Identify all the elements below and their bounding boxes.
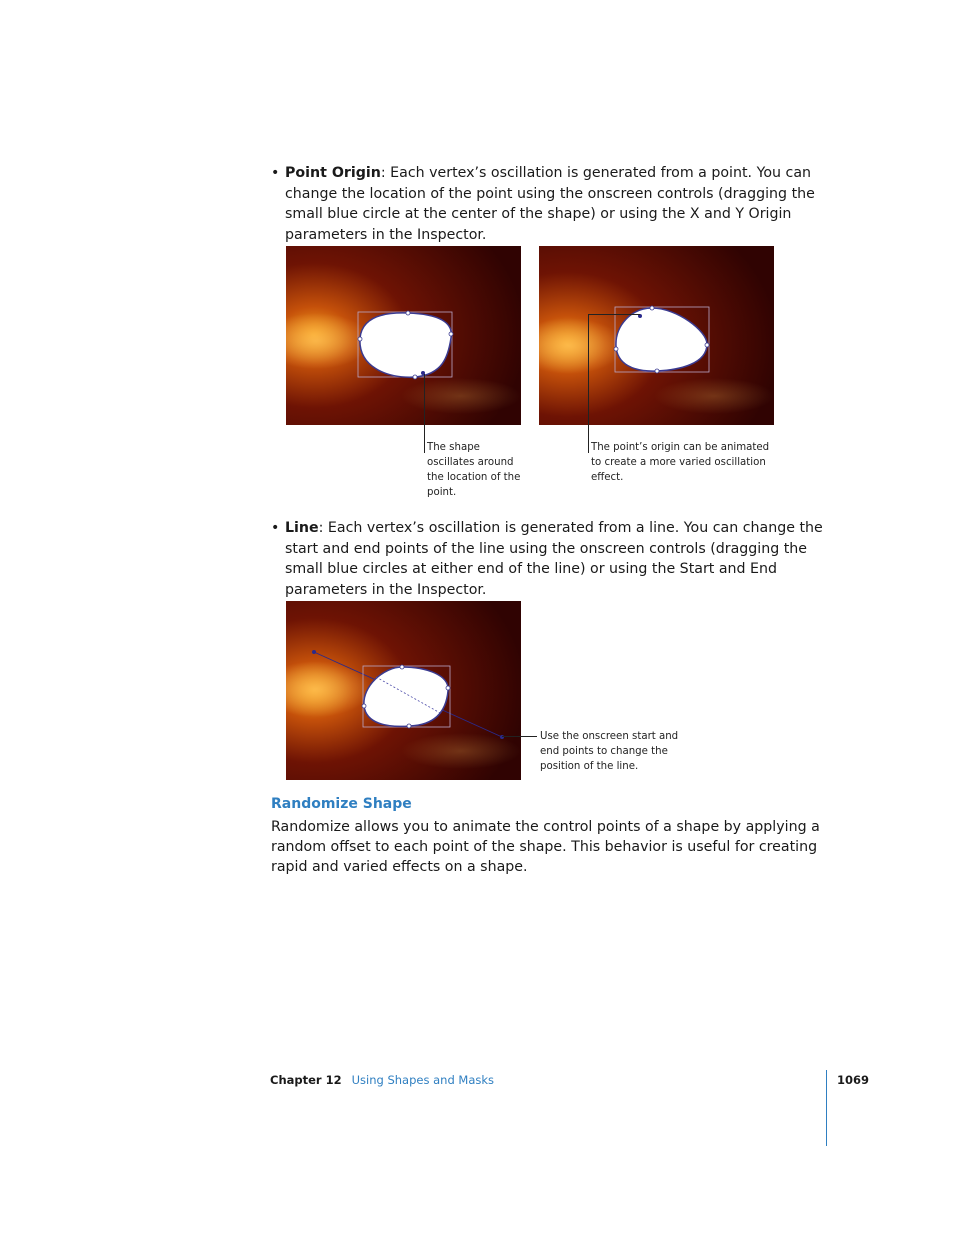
figure-point-origin-left xyxy=(286,246,521,425)
figure-image xyxy=(286,601,521,780)
bullet-point-origin xyxy=(271,163,831,245)
callout-line xyxy=(588,314,640,315)
bullet-text xyxy=(285,163,831,245)
figure-image xyxy=(539,246,774,425)
chapter-title-link[interactable]: Using Shapes and Masks xyxy=(351,1073,495,1087)
section-heading: Randomize Shape xyxy=(271,796,412,812)
footer-divider xyxy=(826,1070,827,1146)
caption-point-origin-right: The point’s origin can be animated to create a more varied oscillation effect. xyxy=(591,442,770,483)
bullet-term: Point Origin xyxy=(285,165,381,181)
bullet-text xyxy=(285,518,831,600)
caption-point-origin-left: The shape oscillates around the location of the point. xyxy=(427,442,521,498)
chapter-label: Chapter 12 xyxy=(270,1073,342,1087)
callout-line xyxy=(588,314,589,453)
caption-line: Use the onscreen start and end points to change the position of the line. xyxy=(540,731,679,772)
figure-line xyxy=(286,601,521,780)
bullet-description: : Each vertex’s oscillation is generated from a point. You can change the location of the point using the onscreen controls (dragging the small blue circle at the center of the shape) or using the X and Y Origin parameters in the Inspector. xyxy=(285,165,815,243)
bullet-marker: • xyxy=(271,520,280,536)
callout-line xyxy=(424,374,425,453)
callout-line xyxy=(502,736,537,737)
bullet-description: : Each vertex’s oscillation is generated from a line. You can change the start and end points of the line using the onscreen controls (dragging the small blue circles at either end of the line) or using the Start and End parameters in the Inspector. xyxy=(285,520,823,598)
footer-chapter xyxy=(270,1073,494,1087)
page-number: 1069 xyxy=(837,1073,870,1087)
section-body: Randomize allows you to animate the control points of a shape by applying a random offset to each point of the shape. This behavior is useful for creating rapid and varied effects on a shape. xyxy=(271,819,820,876)
bullet-term: Line xyxy=(285,520,319,536)
bullet-marker: • xyxy=(271,165,280,181)
bullet-line xyxy=(271,518,831,600)
figure-point-origin-right xyxy=(539,246,774,425)
figure-image xyxy=(286,246,521,425)
